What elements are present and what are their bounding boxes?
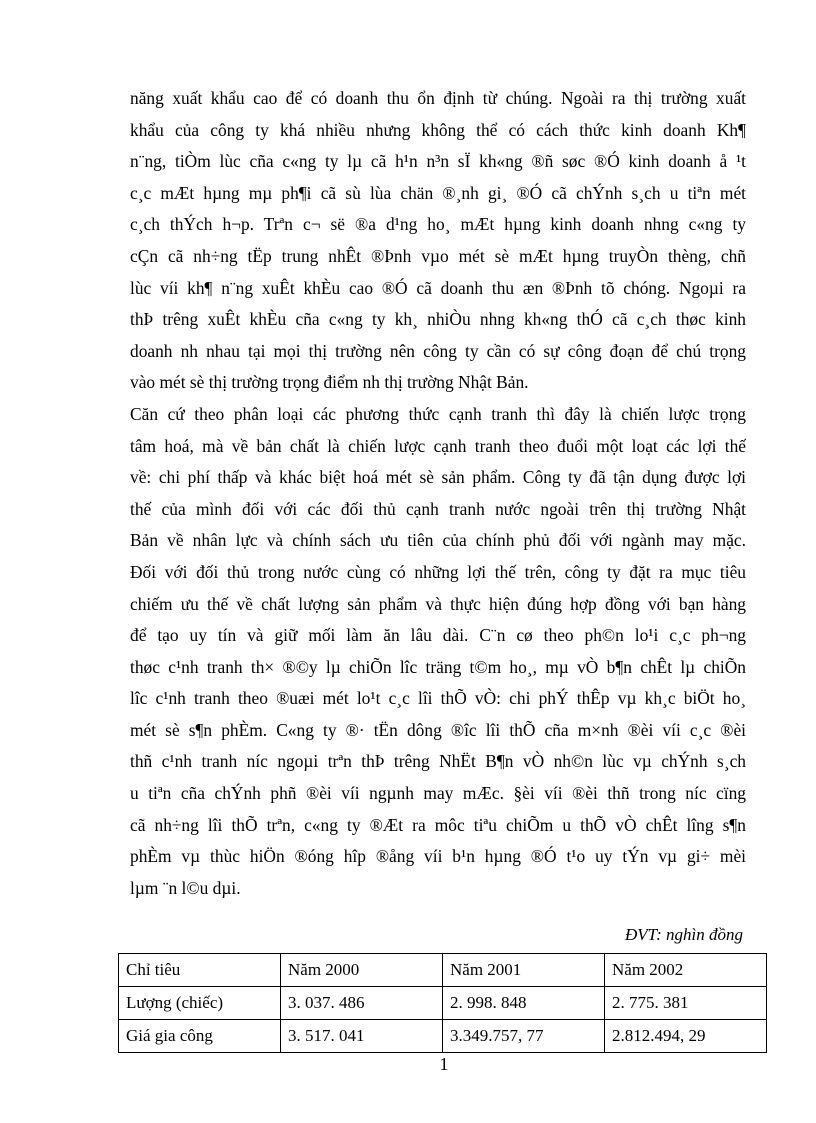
unit-note: ĐVT: nghìn đồng — [624, 925, 743, 944]
text-line: tâm hoá, mà về bản chất là chiến lược cạnh tranh theo đuổi một loạt các lợi thế — [130, 435, 746, 456]
text-line: Đối với đối thủ trong nước cùng có những lợi thế trên, công ty đặt ra mục tiêu — [130, 561, 746, 582]
text-line: Bản về nhân lực và chính sách ưu tiên của chính phủ đối với ngành may mặc. — [130, 530, 746, 551]
table-cell: 2.812.494, 29 — [605, 1020, 767, 1053]
body-text — [130, 83, 746, 904]
table-header-row — [119, 954, 767, 987]
text-line: năng xuất khẩu cao để có doanh thu ổn định từ chúng. Ngoài ra thị trường xuất — [130, 88, 746, 108]
table-header-cell: Năm 2000 — [281, 954, 443, 987]
table-header-cell: Chỉ tiêu — [119, 954, 281, 987]
data-table — [118, 953, 767, 1053]
text-line: doanh nh nhau tại mọi thị trường nên công ty cần có sự công đoạn để chú trọng — [130, 340, 746, 361]
text-line: u tiªn cña chÝnh phñ ®èi víi ngµnh may mÆc. §èi víi ®èi thñ trong níc cïng — [130, 783, 746, 804]
text-line: cÇn cã nh÷ng tËp trung nhÊt ®Þnh vµo mét sè mÆt hµng truyÒn thèng, chñ — [130, 245, 746, 266]
table-cell: 3.349.757, 77 — [443, 1020, 605, 1053]
text-line: cã nh÷ng lîi thÕ trªn, c«ng ty ®Æt ra môc tiªu chiÕm u thÕ vÒ chÊt lîng s¶n — [130, 814, 746, 835]
table-row — [119, 987, 767, 1020]
text-line: thñ c¹nh tranh níc ngoµi trªn thÞ trêng NhËt B¶n vÒ nh©n lùc vµ chÝnh s¸ch — [130, 751, 746, 772]
table-header-cell: Năm 2002 — [605, 954, 767, 987]
text-line: mét sè s¶n phÈm. C«ng ty ®· tËn dông ®îc lîi thÕ cña m×nh ®èi víi c¸c ®èi — [130, 719, 746, 740]
text-line: lùc víi kh¶ n¨ng xuÊt khÈu cao ®Ó cã doanh thu æn ®Þnh tõ chóng. Ngoµi ra — [130, 277, 746, 298]
text-line: khẩu của công ty khá nhiều nhưng không thể có cách thức kinh doanh Kh¶ — [130, 119, 746, 140]
text-line: Căn cứ theo phân loại các phương thức cạnh tranh thì đây là chiến lược trọng — [130, 403, 746, 424]
table-cell: 2. 775. 381 — [605, 987, 767, 1020]
table-cell: 3. 517. 041 — [281, 1020, 443, 1053]
text-line: về: chi phí thấp và khác biệt hoá mét sè sản phẩm. Công ty đã tận dụng được lợi — [130, 467, 746, 488]
table-row — [119, 1020, 767, 1053]
table-cell: 3. 037. 486 — [281, 987, 443, 1020]
text-line: lîc c¹nh tranh theo ®uæi mét lo¹t c¸c lîi thÕ vÒ: chi phÝ thÊp vµ kh¸c biÖt ho¸ — [130, 688, 746, 709]
table-header-cell: Năm 2001 — [443, 954, 605, 987]
text-line: thÞ trêng xuÊt khÈu cña c«ng ty kh¸ nhiÒu nhng kh«ng thÓ cã c¸ch thøc kinh — [130, 309, 746, 330]
text-line: n¨ng, tiÒm lùc cña c«ng ty lµ cã h¹n n³n sÏ kh«ng ®ñ søc ®Ó kinh doanh å ¹t — [130, 151, 746, 172]
text-line: c¸ch thÝch h¬p. Trªn c¬ së ®a d¹ng ho¸ mÆt hµng kinh doanh nhng c«ng ty — [130, 214, 746, 235]
text-line: thøc c¹nh tranh th× ®©y lµ chiÕn lîc träng t©m ho¸, mµ vÒ b¶n chÊt lµ chiÕn — [130, 656, 746, 677]
text-line: c¸c mÆt hµng mµ ph¶i cã sù lùa chän ®¸nh gi¸ ®Ó cã chÝnh s¸ch u tiªn mét — [130, 182, 746, 203]
table-cell: Lượng (chiếc) — [119, 987, 281, 1020]
text-line: lµm ¨n l©u dµi. — [130, 877, 241, 898]
text-line: để tạo uy tín và giữ mối làm ăn lâu dài. C¨n cø theo ph©n lo¹i c¸c ph¬ng — [130, 625, 746, 646]
text-line: thế của mình đối với các đối thủ cạnh tranh nước ngoài trên thị trường Nhật — [130, 498, 746, 519]
table-cell: 2. 998. 848 — [443, 987, 605, 1020]
text-line: vào mét sè thị trường trọng điểm nh thị trường Nhật Bản. — [130, 372, 529, 393]
text-line: phÈm vµ thùc hiÖn ®óng hîp ®ång víi b¹n hµng ®Ó t¹o uy tÝn vµ gi÷ mèi — [130, 846, 746, 867]
text-line: chiếm ưu thế về chất lượng sản phẩm và thực hiện đúng hợp đồng với bạn hàng — [130, 593, 746, 614]
page-number: 1 — [439, 1054, 449, 1074]
table-cell: Giá gia công — [119, 1020, 281, 1053]
